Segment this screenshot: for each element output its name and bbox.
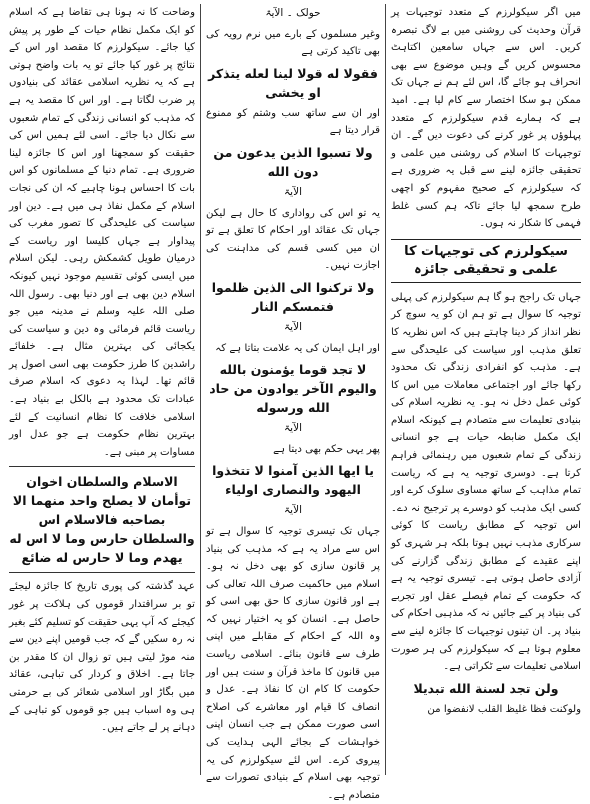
verse-reference-5: الآیۃ (284, 504, 302, 517)
column-middle (200, 4, 386, 801)
paragraph-closing: ولوکنت فظا غلیظ القلب لانفضوا من (427, 703, 581, 715)
arabic-quote: الاسلام والسلطان اخوان توأمان لا یصلح واحد منهما الا بصاحبه فالاسلام اس والسلطان حارس وما لا اس له یهدم وما لا حارس له ضائع (9, 474, 195, 566)
paragraph-explanation: وضاحت کا نہ ہونا ہی تقاضا ہے کہ اسلام کو ایک مکمل نظام حیات کے طور پر پیش کیا جائے۔ سیکولرزم کا مقصد اور اس کے نتائج پر غور کیا جائے تو یہ بات واضح ہوتی ہے کہ یہ نظریہ اسلامی عقائد کی بنیادوں پر ضرب لگاتا ہے۔ اور اس کا مقصد یہ ہے کہ مذہب کو انسانی زندگی کے تمام شعبوں سے نکال دیا جائے۔ اسی لئے ہمیں اس کی حقیقت کو سمجھنا اور اس کا جائزہ لینا ضروری ہے۔ تمام دنیا کے مسلمانوں کو اس بات کا احساس ہونا چاہیے کہ ان کی نجات اسلام کے مکمل نفاذ ہی میں ہے۔ دین اور سیاست کی علیحدگی کا تصور مغرب کی پیداوار ہے جہاں کلیسا اور ریاست کے درمیان طویل کشمکش رہی۔ لیکن اسلام میں ایسی کوئی تقسیم موجود نہیں کیونکہ اسلام دین بھی ہے اور دنیا بھی۔ رسول اللہ صلی اللہ علیہ وسلم نے مدینہ میں جو ریاست قائم فرمائی وہ دین و سیاست کی یکجائی کی بہترین مثال ہے۔ خلفائے راشدین کا طرز حکومت بھی اسی اصول پر قائم تھا۔ لہذا یہ دعوی کہ اسلام صرف عبادات تک محدود ہے بالکل بے بنیاد ہے۔ اسلامی خلافت کا نظام انسانیت کے لئے بہترین نظام حکومت ہے جو عدل اور مساوات پر مبنی ہے۔ (9, 7, 195, 458)
section-heading-block (391, 239, 581, 283)
arabic-verse-5: یا ایها الذین آمنوا لا تتخذوا الیهود والنصاری اولیاء (212, 463, 374, 498)
paragraph-analysis: جہاں تک راجح ہو گا ہم سیکولرزم کی پہلی توجیہ کا سوال ہے تو ہم ان کو یہ سوچ کر نظر انداز کر دینا چاہتے ہیں کہ اس نظریہ کا تعلق مذہب اور سیاست کی علیحدگی سے ہے۔ مذہب کو انفرادی زندگی تک محدود رکھا جائے اور اجتماعی معاملات میں اس کا کوئی عمل دخل نہ ہو۔ یہ نظریہ اسلام کی بنیادی تعلیمات سے متصادم ہے کیونکہ اسلام ایک مکمل ضابطہ حیات ہے جو انسانی زندگی کے تمام شعبوں میں رہنمائی فراہم کرتا ہے۔ دوسری توجیہ یہ ہے کہ ریاست تمام مذاہب کے ساتھ مساوی سلوک کرے اور کسی ایک مذہب کو دوسرے پر ترجیح نہ دے۔ اس توجیہ کے مطابق ریاست کا کوئی سرکاری مذہب نہیں ہوتا بلکہ ہر شہری کو اپنے عقیدے کے مطابق زندگی گزارنے کی آزادی حاصل ہوتی ہے۔ تیسری توجیہ یہ ہے کہ حکومت کے تمام فیصلے عقل اور تجربے کی بنیاد پر کیے جائیں نہ کہ مذہبی احکام کی بنیاد پر۔ ان تینوں توجیہات کا جائزہ لینے سے معلوم ہوتا ہے کہ سیکولرزم کی ہر صورت اسلامی تعلیمات سے ٹکراتی ہے۔ (391, 291, 581, 673)
arabic-verse-4: لا تجد قوما یؤمنون بالله والیوم الآخر یوادون من حاد الله ورسوله (209, 362, 377, 416)
paragraph-signs: اور اہل ایمان کی یہ علامت بتاتا ہے کہ (215, 342, 380, 354)
paragraph-intro: میں اگر سیکولرزم کے متعدد توجیہات پر قرآن وحدیث کی روشنی میں بے لاگ تبصرہ کریں۔ اس سے جہاں سامعین اکتاہٹ محسوس کریں گے وہیں موضوع سے بھی انحراف ہو جائے گا، اس لئے ہم نے جہاں تک ممکن ہو سکا اختصار سے کام لیا ہے۔ امید ہے کہ ہمارے قدم سیکولرزم کے متعدد پہلوؤں پر غور کرنے کی دعوت دیں گے۔ ان توجیہات کا اسلام کی روشنی میں علمی و تحقیقی جائزہ لینے سے قبل یہ ضروری ہے کہ سیکولرزم کے صحیح مفہوم کو اچھی طرح سمجھ لیا جائے تاکہ ہم کسی غلط فہمی کا شکار نہ ہوں۔ (391, 7, 581, 230)
arabic-verse-2: ولا تسبوا الذین یدعون من دون الله (213, 144, 373, 179)
divider (9, 572, 195, 573)
verse-reference-3: الآیۃ (284, 320, 302, 333)
paragraph-third-interpretation: جہاں تک تیسری توجیہ کا سوال ہے تو اس سے مراد یہ ہے کہ مذہب کی بنیاد پر قانون سازی کو بھی دخل نہ ہو۔ اسلام میں حاکمیت صرف اللہ تعالی کی ہے اور قانون سازی کا حق بھی اسی کو حاصل ہے۔ انسان کو یہ اختیار نہیں کہ وہ اللہ کے احکام کے مقابلے میں اپنی طرف سے قانون بنائے۔ اسلامی ریاست میں قانون کا ماخذ قرآن و سنت ہیں اور حکومت کا کام ان کا نفاذ ہے۔ عدل و انصاف کا قیام اور معاشرے کی اصلاح اسی صورت ممکن ہے جب انسان اپنی خواہشات کے بجائے الہی ہدایت کی پیروی کرے۔ اس لئے سیکولرزم کی یہ توجیہ بھی اسلام کے بنیادی تصورات سے متصادم ہے۔ (206, 525, 380, 801)
arabic-verse-1: فقولا له قولا لینا لعله یتذکر او یخشی (208, 65, 378, 100)
paragraph-beliefs: یہ تو اس کی رواداری کا حال ہے لیکن جہاں تک عقائد اور احکام کا تعلق ہے تو ان میں کسی قسم کی مداہنت کی اجازت نہیں۔ (206, 207, 380, 272)
paragraph-prohibition: اور ان سے ساتھ سب وشتم کو ممنوع قرار دیتا ہے (206, 107, 380, 137)
divider (9, 466, 195, 467)
verse-reference-top: حولک ۔ الآیۃ (265, 7, 321, 19)
paragraph-history: عہد گذشتہ کی پوری تاریخ کا جائزہ لیجئے تو بر سراقتدار قوموں کی ہلاکت پر غور کیجئے کہ آپ یہی حقیقت کو تسلیم کئے بغیر نہ رہ سکیں گے کہ جب قومیں اپنے دین سے منہ موڑ لیتی ہیں تو زوال ان کا مقدر بن جاتا ہے۔ اخلاق و کردار کی تباہی، عقائد میں بگاڑ اور اسلامی شعائر کی بے حرمتی ہی وہ اسباب ہیں جو قوموں کو تباہی کے دہانے پر لے جاتے ہیں۔ (9, 581, 195, 734)
paragraph-command: پھر یہی حکم بھی دیتا ہے (273, 443, 380, 455)
verse-reference-2: الآیۃ (284, 185, 302, 198)
column-right (386, 4, 586, 775)
section-heading: سیکولرزم کی توجیہات کا علمی و تحقیقی جائزہ (404, 243, 568, 277)
verse-reference-4: الآیۃ (284, 422, 302, 435)
arabic-verse-3: ولا ترکنوا الی الذین ظلموا فتمسکم النار (211, 279, 375, 314)
paragraph-tolerance: وغیر مسلموں کے بارے میں نرم رویہ کی بھی تاکید کرتی ہے (206, 28, 380, 58)
column-left (4, 4, 200, 775)
arabic-verse: ولن تجد لسنة الله تبديلا (413, 680, 559, 696)
